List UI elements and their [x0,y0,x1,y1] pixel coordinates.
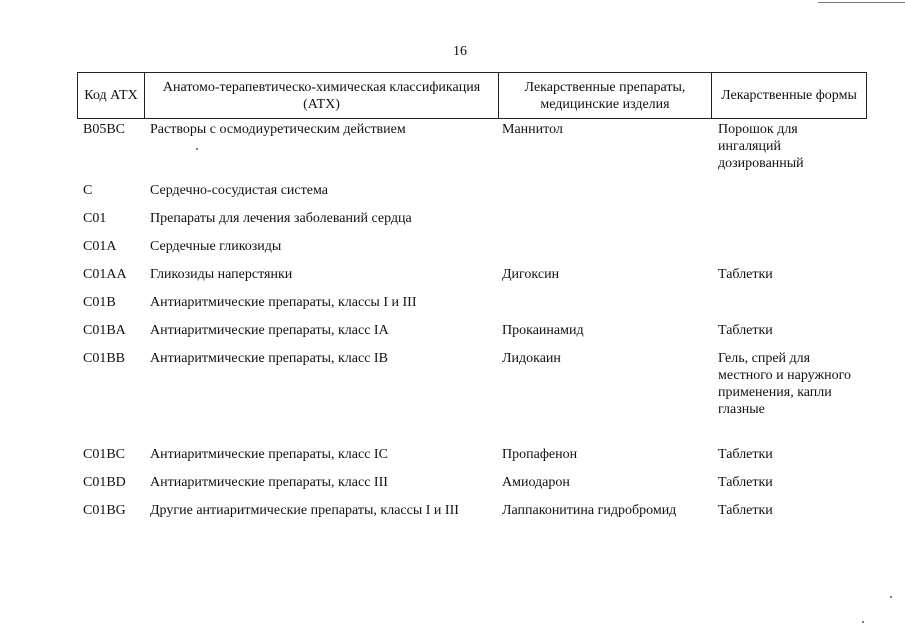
dosage-form: Гель, спрей для местного и наружного применения, капли глазные [718,351,852,417]
atc-classification: Сердечно-сосудистая система [150,183,328,198]
scan-speck [196,148,198,150]
table-header [77,72,867,119]
atc-classification: Гликозиды наперстянки [150,267,293,282]
header-atc-classification: Анатомо-терапевтическо-химическая классификация (АТХ) [145,73,499,118]
atc-code: C01A [83,239,117,254]
top-edge-rule [818,2,905,3]
atc-classification: Антиаритмические препараты, класс III [150,475,388,490]
atc-code: C01BB [83,351,126,366]
atc-classification: Другие антиаритмические препараты, классы I и III [150,503,459,518]
atc-classification: Антиаритмические препараты, класс IB [150,351,388,366]
atc-classification: Сердечные гликозиды [150,239,282,254]
header-dosage-forms: Лекарственные формы [721,88,857,103]
atc-code: B05BC [83,122,126,137]
drug-name: Маннитол [502,122,563,137]
atc-code: C01BD [83,475,126,490]
dosage-form: Таблетки [718,323,773,338]
drug-name: Лидокаин [502,351,561,366]
drug-name: Прокаинамид [502,323,584,338]
drug-name: Амиодарон [502,475,570,490]
dosage-form: Таблетки [718,447,773,462]
dosage-form: Таблетки [718,267,773,282]
dosage-form: Таблетки [718,475,773,490]
atc-classification: Антиаритмические препараты, классы I и III [150,295,417,310]
dosage-form: Порошок для ингаляций дозированный [718,122,804,171]
header-code-atc: Код АТХ [78,73,145,118]
atc-code: C01BC [83,447,126,462]
drug-name: Пропафенон [502,447,578,462]
atc-classification: Антиаритмические препараты, класс IA [150,323,389,338]
header-drugs-devices: Лекарственные препараты, медицинские изделия [499,73,712,118]
atc-code: C01B [83,295,116,310]
scan-speck [890,596,892,598]
atc-code: C01BG [83,503,126,518]
scan-speck [862,621,864,623]
atc-code: C [83,183,93,198]
page-number: 16 [453,44,467,59]
atc-classification: Препараты для лечения заболеваний сердца [150,211,412,226]
drug-name: Дигоксин [502,267,560,282]
atc-classification: Растворы с осмодиуретическим действием [150,122,406,137]
atc-classification: Антиаритмические препараты, класс IC [150,447,388,462]
atc-code: C01 [83,211,107,226]
atc-code: C01AA [83,267,127,282]
dosage-form: Таблетки [718,503,773,518]
atc-code: C01BA [83,323,126,338]
drug-name: Лаппаконитина гидробромид [502,503,677,518]
